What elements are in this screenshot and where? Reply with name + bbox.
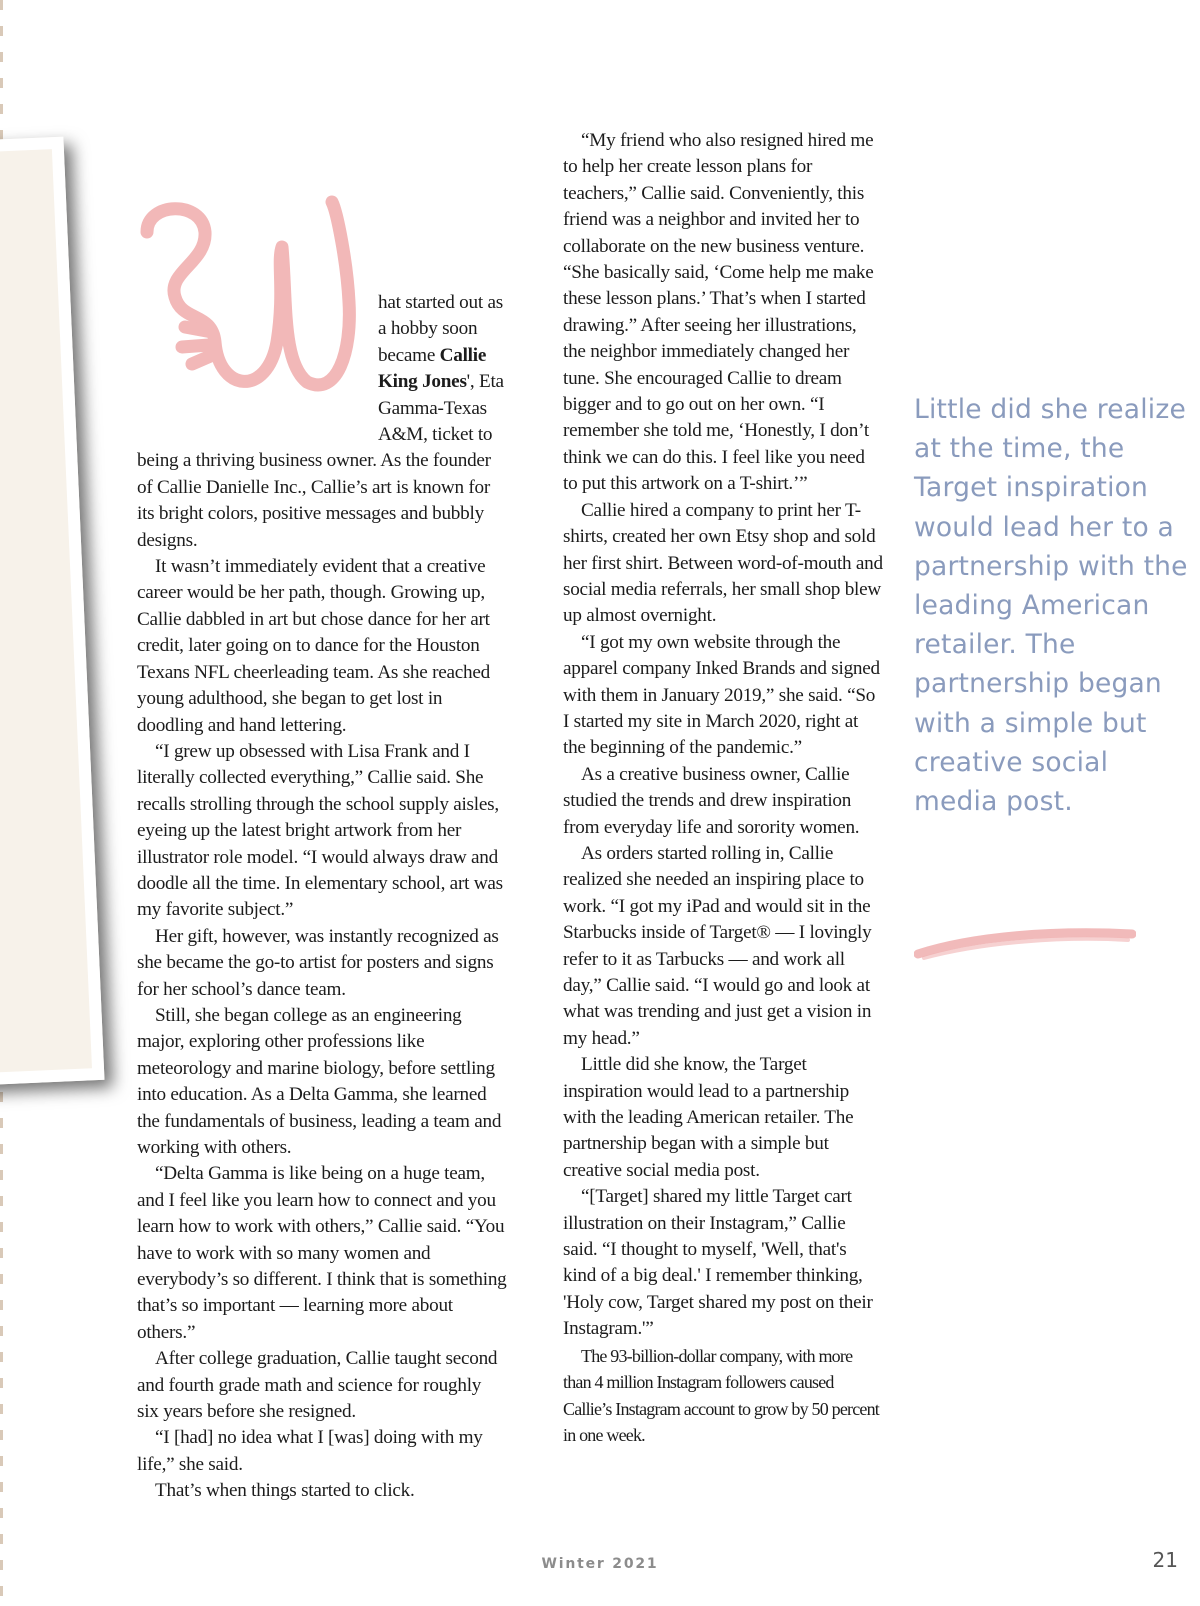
intro-rest: Eta Gamma-Texas A&M, ticket to being a thriving business owner. As the founder of Callie Danielle Inc., Callie’s art is known for its bright colors, positive messages and bubbly designs. [137, 371, 504, 551]
paragraph: Callie hired a company to print her T-shirts, created her own Etsy shop and sold her first shirt. Between word-of-mouth and social media referrals, her small shop blew up almost overnight. [563, 499, 883, 627]
paragraph: Her gift, however, was instantly recognized as she became the go-to artist for posters and signs for her school’s dance team. [137, 925, 499, 1000]
paragraph: As orders started rolling in, Callie realized she needed an inspiring place to work. “I got my iPad and would sit in the Starbucks inside of Target® — I lovingly refer to it as Tarbucks — and work all day,” Callie said. “I would go and look at what was trending and just get a vision in my head.” [563, 842, 872, 1049]
photo-card [0, 137, 105, 1088]
issue-label: Winter 2021 [541, 1556, 659, 1572]
paragraph: That’s when things started to click. [155, 1480, 415, 1502]
dropcap-w-letter [127, 192, 372, 437]
page-number: 21 [1152, 1548, 1178, 1572]
paragraph: It wasn’t immediately evident that a creative career would be her path, though. Growing up, Callie dabbled in art but chose dance for her art credit, later going on to dance for the Houston Texans NFL cheerleading team. As she reached young adulthood, she began to get lost in doodling and hand lettering. [137, 556, 490, 736]
paragraph: Still, she began college as an engineering major, exploring other professions like meteorology and marine biology, before settling into education. As a Delta Gamma, she learned the fundamentals of business, leading a team and working with others. [137, 1004, 502, 1158]
paragraph: After college graduation, Callie taught second and fourth grade math and science for roughly six years before she resigned. [137, 1348, 498, 1423]
pull-quote: Little did she realize at the time, the Target inspiration would lead her to a partnership with the leading American retailer. The partnership began with a simple but creative social media post. [914, 394, 1188, 818]
paragraph: “I grew up obsessed with Lisa Frank and I literally collected everything,” Callie said. She recalls strolling through the school supply aisles, eyeing up the latest bright artwork from her illustrator role model. “I would always draw and doodle all the time. In elementary school, art was my favorite subject.” [137, 740, 503, 921]
paragraph: Little did she know, the Target inspiration would lead to a partnership with the leading American retailer. The partnership began with a simple but creative social media post. [563, 1054, 854, 1181]
paragraph: “Delta Gamma is like being on a huge team, and I feel like you learn how to connect and you learn how to work with others,” Callie said. “You have to work with so many women and everybody’s so different. I think that is something that’s so important — learning more about others.” [137, 1163, 507, 1343]
brush-stroke-decoration [914, 924, 1136, 964]
paragraph: “My friend who also resigned hired me to help her create lesson plans for teachers,” Callie said. Conveniently, this friend was a neighbor and invited her to collaborate on the new business venture. “She basically said, ‘Come help me make these lesson plans.’ That’s when I started drawing.” After seeing her illustrations, the neighbor immediately changed her tune. She encouraged Callie to dream bigger and to go out on her own. “I remember she told me, ‘Honestly, I don’t think we can do this. I feel like you need to put this artwork on a T-shirt.’” [563, 130, 874, 495]
paragraph: “[Target] shared my little Target cart illustration on their Instagram,” Callie said. “I thought to myself, 'Well, that's kind of a big deal.' I remember thinking, 'Holy cow, Target shared my post on their Instagram.'” [563, 1186, 873, 1340]
paragraph: “I got my own website through the apparel company Inked Brands and signed with them in January 2019,” she said. “So I started my site in March 2020, right at the beginning of the pandemic.” [563, 631, 880, 759]
article-column-2 [563, 128, 883, 1448]
intro-name-suffix: ', [466, 371, 475, 393]
article-column-1 [137, 290, 507, 1505]
intro-text: hat started out as a hobby soon became [378, 292, 503, 366]
intro-name: Callie King Jones [378, 344, 487, 393]
paragraph: “I [had] no idea what I [was] doing with my life,” she said. [137, 1427, 483, 1475]
paragraph: As a creative business owner, Callie studied the trends and drew inspiration from everyday life and sorority women. [563, 763, 860, 838]
paragraph-final: The 93-billion-dollar company, with more than 4 million Instagram followers caused Callie’s Instagram account to grow by 50 percent in one week. [563, 1345, 879, 1445]
